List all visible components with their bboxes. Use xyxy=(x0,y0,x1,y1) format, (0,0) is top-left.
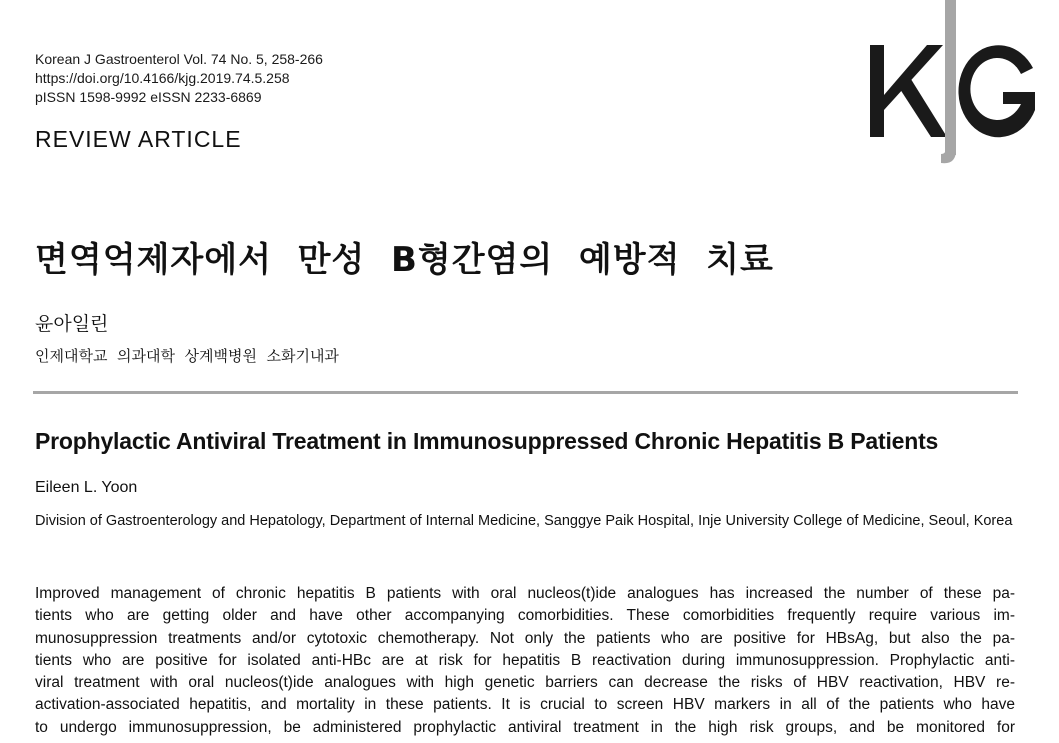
abstract-line: to undergo immunosuppression, be administered prophylactic antiviral treatment in the high risk groups, and be monitored for xyxy=(35,718,1015,736)
abstract-line: tients who are positive for isolated anti-HBc are at risk for hepatitis B reactivation during immunosuppression. Prophylactic anti- xyxy=(35,651,1015,669)
journal-doi[interactable]: https://doi.org/10.4166/kjg.2019.74.5.258 xyxy=(35,70,290,86)
abstract-line: activation-associated hepatitis, and mortality in these patients. It is crucial to screen HBV markers in all of the patients who have xyxy=(35,696,1015,714)
abstract-line: Improved management of chronic hepatitis B patients with oral nucleos(t)ide analogues has increased the number of these pa- xyxy=(35,585,1015,602)
korean-author: 윤아일린 xyxy=(35,313,109,335)
journal-meta xyxy=(35,50,323,107)
article-type: REVIEW ARTICLE xyxy=(35,126,242,152)
abstract-line: munosuppression treatments and/or cytotoxic chemotherapy. Not only the patients who are positive for HBsAg, but also the pa- xyxy=(35,629,1015,647)
korean-affiliation: 인제대학교 의과대학 상계백병원 소화기내과 xyxy=(35,347,339,365)
journal-citation: Korean J Gastroenterol Vol. 74 No. 5, 258-266 xyxy=(35,51,323,67)
korean-title: 면역억제자에서 만성 B형간염의 예방적 치료 xyxy=(35,240,774,280)
section-divider xyxy=(33,391,1018,394)
kjg-logo xyxy=(865,0,1040,170)
abstract-line: viral treatment with oral nucleos(t)ide analogues with high genetic barriers can decrease the risks of HBV reactivation, HBV re- xyxy=(35,674,1015,692)
abstract-line: tients who are getting older and have other accompanying comorbidities. These comorbidities frequently require various im- xyxy=(35,607,1015,625)
english-author: Eileen L. Yoon xyxy=(35,479,138,496)
english-title: Prophylactic Antiviral Treatment in Immunosuppressed Chronic Hepatitis B Patients xyxy=(35,428,939,454)
journal-issn: pISSN 1598-9992 eISSN 2233-6869 xyxy=(35,89,262,105)
english-affiliation: Division of Gastroenterology and Hepatology, Department of Internal Medicine, Sanggye Paik Hospital, Inje University College of Medicine, Seoul, Korea xyxy=(35,513,1013,529)
abstract xyxy=(35,583,1015,739)
